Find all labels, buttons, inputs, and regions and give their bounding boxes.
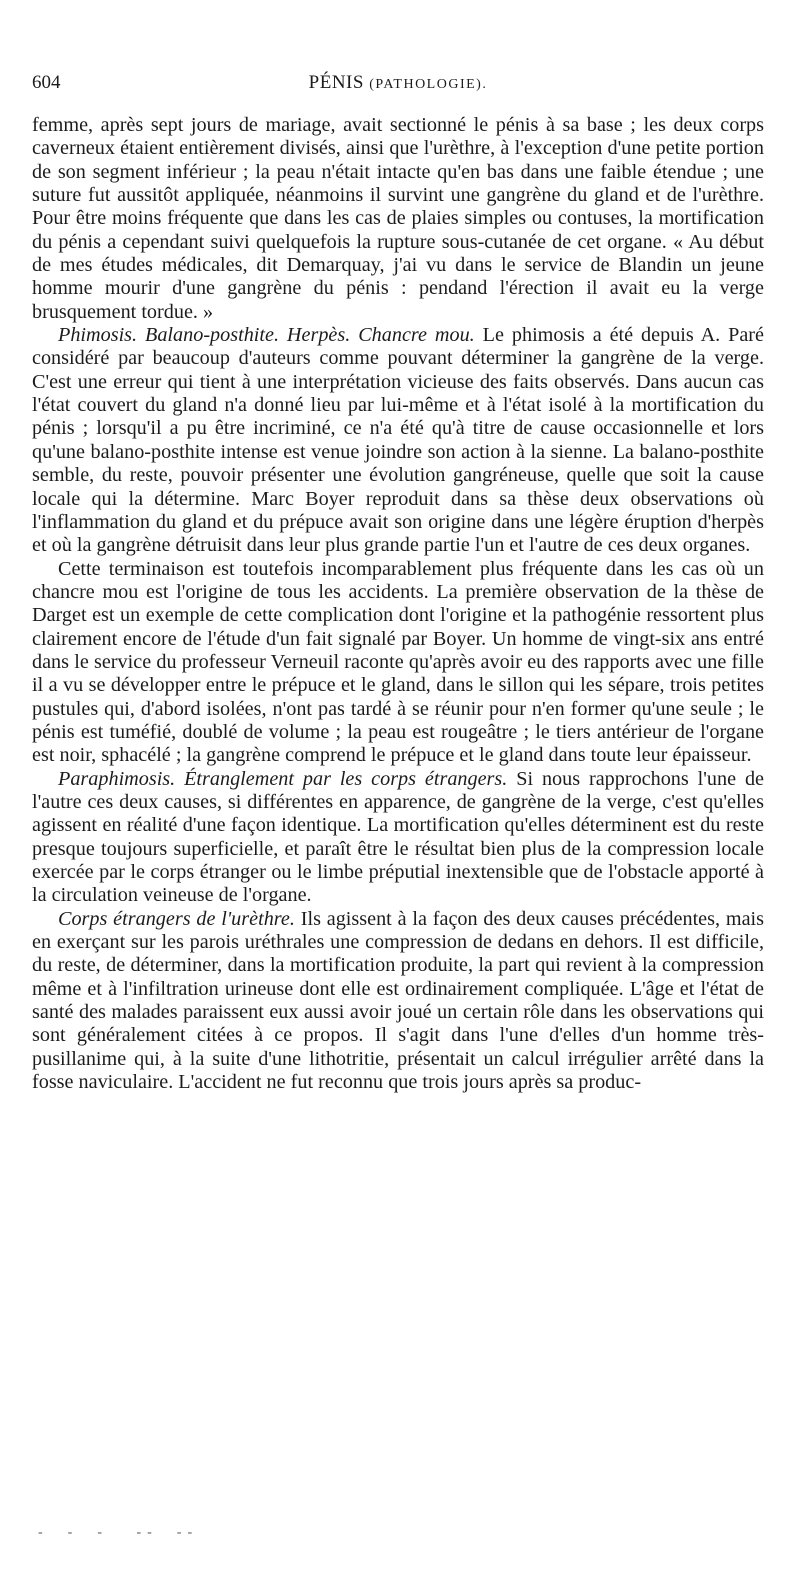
paragraph-continuation [32, 114, 764, 324]
paragraph-corps-etrangers [32, 908, 764, 1095]
running-title-subtitle: (PATHOLOGIE). [369, 77, 488, 92]
running-title-main: PÉNIS [308, 72, 364, 93]
body-text [32, 114, 764, 1094]
running-title [32, 72, 764, 94]
paragraph-phimosis [32, 324, 764, 557]
paragraph-text: Ils agissent à la façon des deux causes précédentes, mais en exerçant sur les parois uréthrales une compression de dedans en dehors. Il est difficile, du reste, de déterminer, dans la mortification produite, la part qui revient à la compression même et à l'infiltration urineuse dont elle est ordinairement compliquée. L'âge et l'état de santé des malades paraissent eux aussi avoir joué un certain rôle dans les observations qui sont généralement citées à ce propos. Il s'agit dans l'une d'elles d'un homme très-pusillanime qui, à la suite d'une lithotritie, présentait un calcul irrégulier arrêté dans la fosse naviculaire. L'accident ne fut reconnu que trois jours après sa produc- [32, 907, 764, 1094]
paragraph-text: Le phimosis a été depuis A. Paré considéré par beaucoup d'auteurs comme pouvant déterminer la gangrène de la verge. C'est une erreur qui tient à une interprétation vicieuse des faits observés. Dans aucun cas l'état couvert du gland n'a donné lieu par lui-même et à l'état isolé à la mortification du pénis ; lorsqu'il a pu être incriminé, ce n'a été qu'à titre de cause occasionnelle et lors qu'une balano-posthite intense est venue joindre son action à la sienne. La balano-posthite semble, du reste, pouvoir présenter une évolution gangréneuse, quelle que soit la cause locale qui la détermine. Marc Boyer reproduit dans sa thèse deux observations où l'inflammation du gland et du prépuce avait son origine dans une légère éruption d'herpès et où la gangrène détruisit dans leur plus grande partie l'un et l'autre de ces deux organes. [32, 324, 764, 557]
paragraph-chancre [32, 558, 764, 768]
section-lead-paraphimosis: Paraphimosis. Étranglement par les corps étrangers. [58, 767, 508, 790]
section-lead-corps-etrangers: Corps étrangers de l'urèthre. [58, 907, 295, 930]
paragraph-text: Si nous rapprochons l'une de l'autre ces deux causes, si différentes en apparence, de gangrène de la verge, c'est qu'elles agissent en réalité d'une façon identique. La mortification qu'elles déterminent est du reste presque toujours superficielle, et paraît être le résultat bien plus de la compression locale exercée par le corps étranger ou le limbe préputial inextensible que de l'obstacle apporté à la circulation veineuse de l'organe. [32, 767, 764, 907]
paragraph-text: femme, après sept jours de mariage, avait sectionné le pénis à sa base ; les deux corps caverneux étaient entièrement divisés, ainsi que l'urèthre, à l'exception d'une petite portion de son segment inférieur ; la peau n'était intacte qu'en bas dans une faible étendue ; une suture fut aussitôt appliquée, néanmoins il survint une gangrène du gland et de l'urèthre. Pour être moins fréquente que dans les cas de plaies simples ou contuses, la mortification du pénis a cependant suivi quelquefois la rupture sous-cutanée de cet organe. « Au début de mes études médicales, dit Demarquay, j'ai vu dans le service de Blandin un jeune homme mourir d'une gangrène du pénis : pendand l'érection il avait eu la verge brusquement tordue. » [32, 114, 764, 323]
section-lead-phimosis: Phimosis. Balano-posthite. Herpès. Chancre mou. [58, 324, 475, 347]
paragraph-paraphimosis [32, 768, 764, 908]
scan-artifact-marks: - - - -- -- [38, 1525, 199, 1540]
running-header [32, 72, 764, 98]
paragraph-text: Cette terminaison est toutefois incomparablement plus fréquente dans les cas où un chancre mou est l'origine de tous les accidents. La première observation de la thèse de Darget est un exemple de cette complication dont l'origine et la pathogénie ressortent plus clairement encore de l'étude d'un fait signalé par Boyer. Un homme de vingt-six ans entré dans le service du professeur Verneuil raconte qu'après avoir eu des rapports avec une fille il a vu se développer entre le prépuce et le gland, dans le sillon qui les sépare, trois petites pustules qui, d'abord isolées, n'ont pas tardé à se réunir pour n'en former qu'une seule ; le pénis est tuméfié, doublé de volume ; la peau est rougeâtre ; le tiers antérieur de l'organe est noir, sphacélé ; la gangrène comprend le prépuce et le gland dans toute leur épaisseur. [32, 557, 764, 767]
page-number: 604 [32, 72, 61, 93]
